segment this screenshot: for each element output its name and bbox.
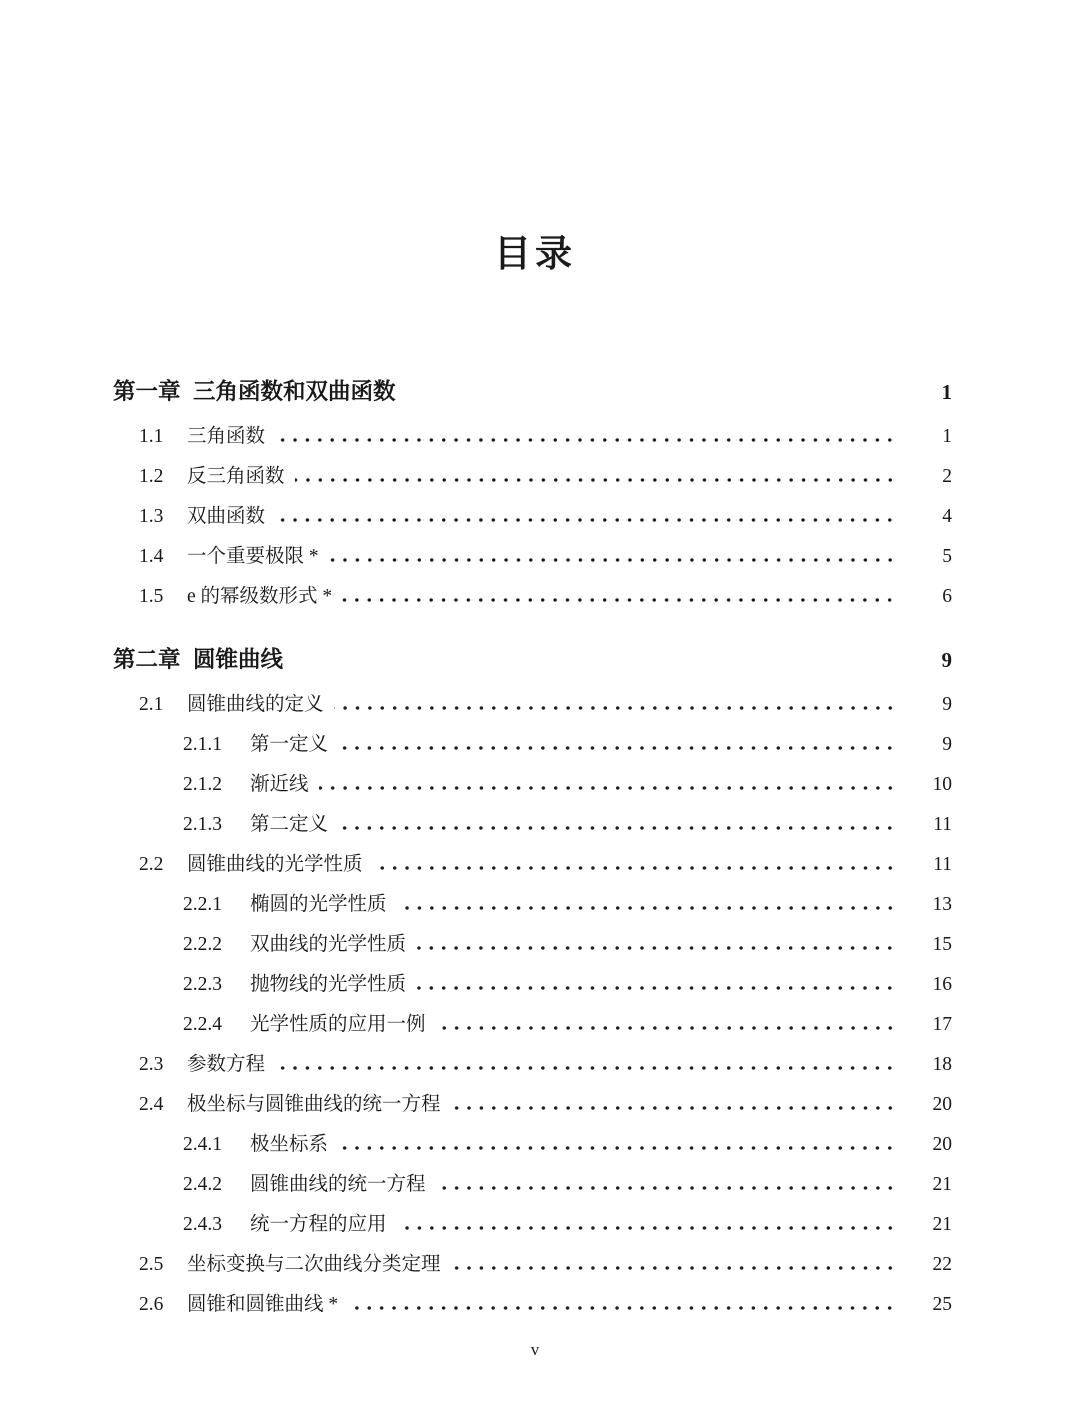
toc-entry[interactable]: [113, 691, 952, 731]
toc-chapter-entry[interactable]: [113, 377, 952, 423]
entry-page-number: 4: [942, 506, 952, 527]
chapter-page-number: 9: [941, 648, 952, 672]
toc-entry[interactable]: [113, 1291, 952, 1331]
entry-title: 圆锥曲线的定义: [187, 694, 324, 715]
toc-entry[interactable]: [113, 811, 952, 851]
entry-number: 2.4.2: [183, 1174, 222, 1195]
entry-title: 统一方程的应用: [250, 1214, 387, 1235]
entry-page-number: 18: [932, 1054, 952, 1075]
entry-title: 一个重要极限 *: [187, 546, 319, 567]
dot-leader: [436, 1026, 896, 1030]
chapter-label: 第二章: [113, 647, 181, 672]
toc-entry[interactable]: [113, 1011, 952, 1051]
dot-leader: [397, 1226, 896, 1230]
toc-entry[interactable]: [113, 1091, 952, 1131]
entry-page-number: 17: [932, 1014, 952, 1035]
entry-title: 抛物线的光学性质: [250, 974, 407, 995]
toc-entry[interactable]: [113, 543, 952, 583]
dot-leader: [338, 746, 896, 750]
entry-page-number: 9: [942, 734, 952, 755]
entry-page-number: 20: [932, 1134, 952, 1155]
entry-title: e 的幂级数形式 *: [187, 586, 333, 607]
chapter-label: 第一章: [113, 379, 181, 404]
entry-number: 2.2: [139, 854, 164, 875]
toc-chapter-block: [113, 377, 952, 623]
entry-page-number: 13: [932, 894, 952, 915]
dot-leader: [334, 706, 896, 710]
entry-number: 2.1: [139, 694, 164, 715]
entry-title: 极坐标系: [250, 1134, 329, 1155]
entry-number: 2.1.3: [183, 814, 222, 835]
entry-number: 2.2.1: [183, 894, 222, 915]
entry-page-number: 9: [942, 694, 952, 715]
dot-leader: [338, 1146, 896, 1150]
entry-title: 三角函数: [187, 426, 266, 447]
toc-chapter-entry[interactable]: [113, 645, 952, 691]
entry-page-number: 16: [932, 974, 952, 995]
entry-number: 2.5: [139, 1254, 164, 1275]
entry-number: 2.2.4: [183, 1014, 222, 1035]
toc-entry[interactable]: [113, 423, 952, 463]
entry-number: 2.2.2: [183, 934, 222, 955]
toc-entry[interactable]: [113, 1171, 952, 1211]
entry-title: 双曲线的光学性质: [250, 934, 407, 955]
dot-leader: [342, 598, 896, 602]
entry-page-number: 2: [942, 466, 952, 487]
dot-leader: [275, 518, 896, 522]
toc-entry[interactable]: [113, 931, 952, 971]
entry-title: 极坐标与圆锥曲线的统一方程: [187, 1094, 441, 1115]
dot-leader: [373, 866, 896, 870]
entry-page-number: 10: [932, 774, 952, 795]
dot-leader: [451, 1106, 896, 1110]
toc-entry[interactable]: [113, 851, 952, 891]
entry-title: 圆锥曲线的统一方程: [250, 1174, 426, 1195]
entry-title: 反三角函数: [187, 466, 285, 487]
toc-entry[interactable]: [113, 1211, 952, 1251]
toc-entry[interactable]: [113, 1051, 952, 1091]
dot-leader: [416, 946, 896, 950]
toc-entry[interactable]: [113, 891, 952, 931]
entry-page-number: 6: [942, 586, 952, 607]
entry-title: 光学性质的应用一例: [250, 1014, 426, 1035]
dot-leader: [436, 1186, 896, 1190]
entry-number: 1.4: [139, 546, 164, 567]
entry-title: 渐近线: [250, 774, 309, 795]
toc-entry[interactable]: [113, 971, 952, 1011]
page-number-footer: v: [530, 1340, 540, 1359]
entry-title: 参数方程: [187, 1054, 266, 1075]
entry-page-number: 15: [932, 934, 952, 955]
entry-page-number: 22: [932, 1254, 952, 1275]
dot-leader: [348, 1306, 896, 1310]
entry-number: 2.3: [139, 1054, 164, 1075]
chapter-entries: [113, 691, 952, 1331]
entry-number: 1.2: [139, 466, 164, 487]
dot-leader: [397, 906, 896, 910]
dot-leader: [275, 438, 896, 442]
entry-page-number: 21: [932, 1174, 952, 1195]
entry-number: 1.3: [139, 506, 164, 527]
entry-page-number: 21: [932, 1214, 952, 1235]
chapter-title: 圆锥曲线: [193, 647, 284, 672]
toc-chapter-block: [113, 645, 952, 1331]
entry-title: 坐标变换与二次曲线分类定理: [187, 1254, 441, 1275]
dot-leader: [295, 478, 896, 482]
entry-title: 圆锥和圆锥曲线 *: [187, 1294, 339, 1315]
chapter-entries: [113, 423, 952, 623]
entry-number: 2.4.1: [183, 1134, 222, 1155]
entry-page-number: 5: [942, 546, 952, 567]
toc-entry[interactable]: [113, 731, 952, 771]
entry-number: 1.1: [139, 426, 164, 447]
toc-entry[interactable]: [113, 771, 952, 811]
dot-leader: [319, 786, 896, 790]
dot-leader: [338, 826, 896, 830]
entry-number: 2.2.3: [183, 974, 222, 995]
chapter-page-number: 1: [941, 380, 952, 404]
dot-leader: [451, 1266, 896, 1270]
entry-page-number: 25: [932, 1294, 952, 1315]
entry-page-number: 11: [933, 854, 952, 875]
toc-entry[interactable]: [113, 503, 952, 543]
entry-number: 2.1.1: [183, 734, 222, 755]
entry-title: 双曲函数: [187, 506, 266, 527]
entry-number: 2.6: [139, 1294, 164, 1315]
entry-title: 第一定义: [250, 734, 329, 755]
entry-number: 2.1.2: [183, 774, 222, 795]
dot-leader: [275, 1066, 896, 1070]
entry-title: 椭圆的光学性质: [250, 894, 387, 915]
toc-entry[interactable]: [113, 463, 952, 503]
entry-page-number: 1: [942, 426, 952, 447]
dot-leader: [329, 558, 896, 562]
entry-number: 2.4.3: [183, 1214, 222, 1235]
dot-leader: [416, 986, 896, 990]
toc-entry[interactable]: [113, 1251, 952, 1291]
toc-title: 目录: [494, 233, 576, 274]
entry-page-number: 20: [932, 1094, 952, 1115]
chapter-title: 三角函数和双曲函数: [193, 379, 396, 404]
entry-page-number: 11: [933, 814, 952, 835]
toc-entry[interactable]: [113, 1131, 952, 1171]
entry-title: 第二定义: [250, 814, 329, 835]
entry-number: 2.4: [139, 1094, 164, 1115]
entry-title: 圆锥曲线的光学性质: [187, 854, 363, 875]
toc-entry[interactable]: [113, 583, 952, 623]
entry-number: 1.5: [139, 586, 164, 607]
table-of-contents: [113, 377, 952, 1331]
